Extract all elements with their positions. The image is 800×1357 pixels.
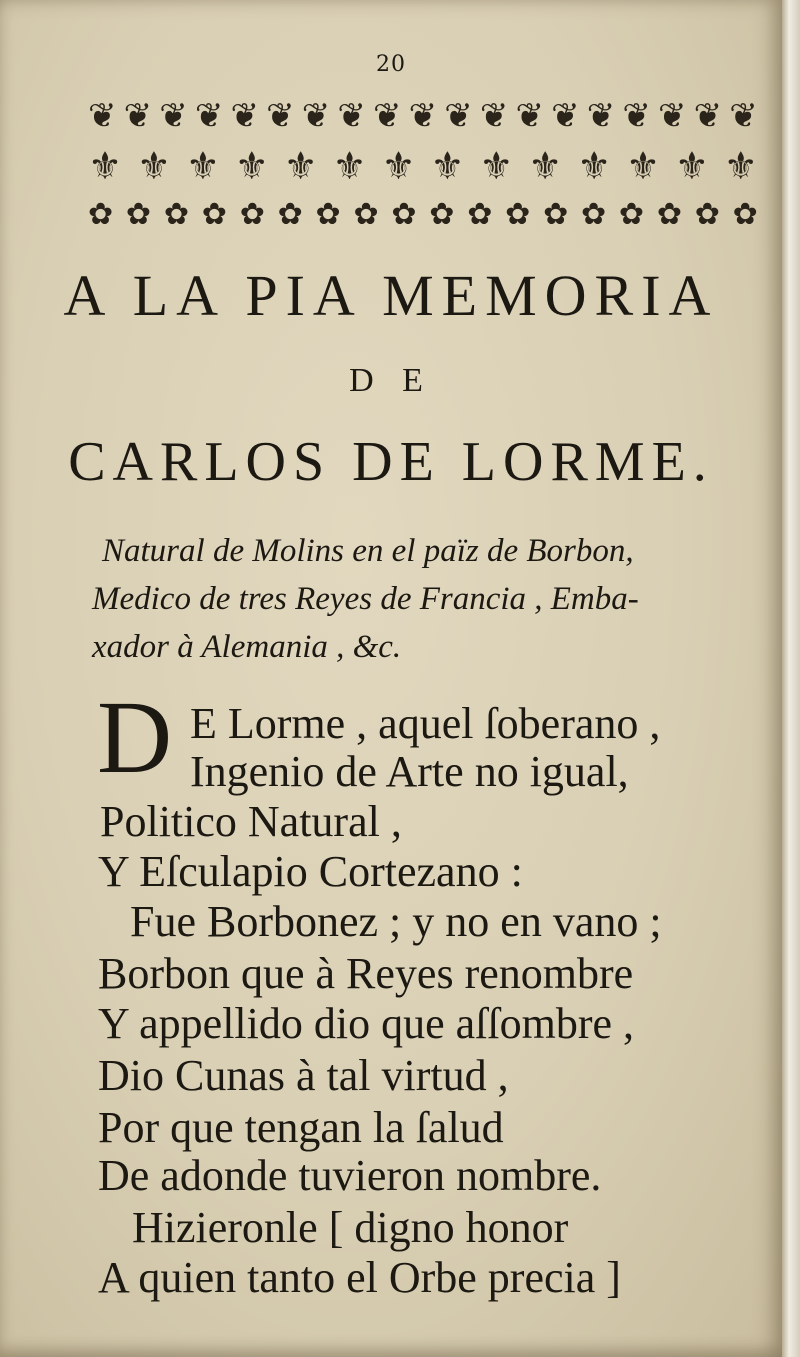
ornament-glyph-icon: ❦: [123, 96, 153, 136]
ornament-glyph-icon: ⚜: [528, 144, 563, 188]
ornament-glyph-icon: ⚜: [723, 144, 758, 188]
heading-line-3: CARLOS DE LORME.: [68, 431, 714, 493]
ornament-glyph-icon: ❦: [159, 96, 188, 136]
verse-line-10: De adonde tuvieron nombre.: [98, 1151, 602, 1200]
ornament-glyph-icon: ❦: [194, 96, 224, 136]
verse-line-7: Y appellido dio que aſſombre ,: [98, 999, 635, 1048]
ornament-glyph-icon: ✿: [353, 197, 379, 232]
subtitle-line-1: Natural de Molins en el païz de Borbon,: [102, 533, 634, 569]
ornament-glyph-icon: ✿: [429, 197, 455, 232]
ornament-glyph-icon: ⚜: [234, 144, 269, 188]
verse-line-8: Dio Cunas à tal virtud ,: [98, 1051, 509, 1100]
verse-line-6: Borbon que à Reyes renombre: [98, 949, 634, 998]
ornament-glyph-icon: ✿: [277, 197, 303, 232]
drop-cap: D: [97, 680, 173, 795]
ornament-glyph-icon: ✿: [618, 197, 645, 232]
ornament-glyph-icon: ❦: [586, 96, 616, 136]
ornament-glyph-icon: ✿: [505, 197, 531, 232]
verse-line-4: Y Eſculapio Cortezano :: [98, 847, 523, 896]
ornament-glyph-icon: ❦: [729, 96, 758, 136]
verse-line-12: A quien tanto el Orbe precia ]: [98, 1253, 621, 1302]
ornament-glyph-icon: ❦: [301, 96, 331, 136]
ornament-glyph-icon: ✿: [315, 197, 341, 232]
ornament-glyph-icon: ❦: [622, 96, 651, 136]
ornament-glyph-icon: ⚜: [88, 144, 123, 188]
ornament-glyph-icon: ⚜: [381, 144, 416, 188]
verse-line-3: Politico Natural ,: [100, 797, 402, 846]
ornament-glyph-icon: ⚜: [577, 144, 612, 188]
ornament-glyph-icon: ⚜: [283, 144, 318, 188]
ornament-glyph-icon: ✿: [467, 197, 493, 232]
ornament-glyph-icon: ❦: [88, 96, 117, 136]
verse-line-2: Ingenio de Arte no igual,: [190, 747, 629, 796]
verse-line-5: Fue Borbonez ; y no en vano ;: [130, 897, 662, 946]
heading-line-1: A LA PIA MEMORIA: [63, 263, 719, 328]
ornament-glyph-icon: ❦: [373, 96, 402, 136]
ornament-glyph-icon: ❦: [337, 96, 366, 136]
ornament-glyph-icon: ✿: [580, 197, 607, 232]
subtitle-line-2: Medico de tres Reyes de Francia , Emba-: [92, 581, 639, 617]
verse-line-1: E Lorme , aquel ſoberano ,: [190, 699, 661, 748]
verse-line-9: Por que tengan la ſalud: [98, 1103, 504, 1152]
ornament-glyph-icon: ✿: [391, 197, 417, 232]
ornament-glyph-icon: ⚜: [674, 144, 709, 188]
ornament-glyph-icon: ⚜: [479, 144, 514, 188]
ornament-glyph-icon: ❦: [266, 96, 295, 136]
ornament-row-1: [88, 92, 758, 140]
ornament-glyph-icon: ⚜: [430, 144, 465, 188]
ornament-glyph-icon: ❦: [230, 96, 259, 136]
ornament-glyph-icon: ✿: [239, 197, 265, 232]
ornament-glyph-icon: ❦: [408, 96, 438, 136]
ornament-glyph-icon: ✿: [88, 197, 114, 232]
heading-line-2: D E: [349, 362, 433, 399]
ornament-glyph-icon: ✿: [656, 197, 682, 232]
ornament-glyph-icon: ❦: [479, 96, 509, 136]
ornament-glyph-icon: ✿: [732, 197, 758, 232]
page-number: 20: [376, 52, 406, 77]
ornament-glyph-icon: ⚜: [625, 144, 661, 188]
ornament-row-3: [88, 192, 758, 238]
ornament-glyph-icon: ⚜: [185, 144, 220, 188]
page-edge: [782, 0, 800, 1357]
ornament-glyph-icon: ✿: [163, 197, 189, 232]
ornament-glyph-icon: ❦: [658, 96, 687, 136]
ornament-glyph-icon: ❦: [693, 96, 723, 136]
ornament-glyph-icon: ⚜: [136, 144, 171, 188]
ornament-glyph-icon: ❦: [551, 96, 580, 136]
ornament-glyph-icon: ✿: [694, 197, 720, 232]
ornament-glyph-icon: ✿: [125, 197, 152, 232]
ornament-glyph-icon: ❦: [515, 96, 544, 136]
verse-line-11: Hizieronle [ digno honor: [132, 1203, 569, 1252]
ornament-glyph-icon: ❦: [444, 96, 473, 136]
ornament-glyph-icon: ⚜: [332, 144, 367, 188]
ornament-glyph-icon: ✿: [201, 197, 227, 232]
ornament-glyph-icon: ✿: [543, 197, 569, 232]
subtitle-line-3: xador à Alemania , &c.: [92, 629, 402, 665]
ornament-row-2: [88, 138, 758, 194]
